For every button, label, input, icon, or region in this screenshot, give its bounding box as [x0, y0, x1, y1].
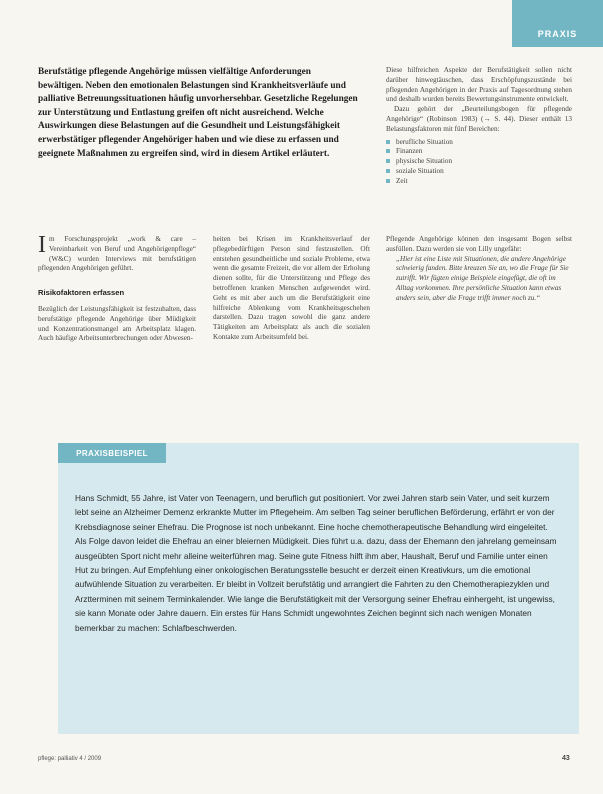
list-item: Zeit	[386, 177, 572, 187]
lead-paragraph: Berufstätige pflegende Angehörige müssen vielfältige Anforderungen bewältigen. Neben den emotionalen Belastungen sind Krankheitsverläufe und palliative Betreuungssituationen häufig unvorhersehbar. Gesetzliche Regelungen zur Unterstützung und Entlastung greifen oft nicht ausreichend. Welche Auswirkungen diese Belastungen auf die Gesundheit und Leistungsfähigkeit erwerbstätiger pflegender Angehöriger haben und wie diese zu erfassen und geeignete Maßnahmen zu ergreifen sind, wird in diesem Artikel erläutert.	[38, 67, 358, 159]
bullet-icon	[386, 169, 390, 173]
paragraph: Diese hilfreichen Aspekte der Berufstätigkeit sollen nicht darüber hinwegtäuschen, dass Erschöpfungszustände bei pflegenden Angehörigen in der Praxis auf Tagesordnung stehen und deshalb wurden bereits Bewertungsinstrumente entwickelt.	[386, 66, 572, 104]
bullet-list	[386, 138, 572, 187]
example-box-text: Hans Schmidt, 55 Jahre, ist Vater von Teenagern, und beruflich gut positioniert. Vor zwei Jahren starb sein Vater, und seit kurzem lebt seine an Alzheimer Demenz erkrankte Mutter im Pflegeheim. Am selben Tag seiner beruflichen Beförderung, erfährt er von der Krebsdiagnose seiner Ehefrau. Die Prognose ist noch unbekannt. Eine hoche chemotherapeutische Behandlung wird eingeleitet. Als Folge davon leidet die Ehefrau an einer bleiernen Müdigkeit. Dies führt u.a. dazu, dass der Ehemann den jahrelang gemeinsam ausgeübten Sport nicht mehr alleine weiterführen mag. Seine gute Fitness hilft ihm aber, Haushalt, Beruf und Familie unter einen Hut zu bringen. Auf Empfehlung einer onkologischen Beratungsstelle besucht er derzeit einen Kreativkurs, um die emotional aufwühlende Situation zu verarbeiten. Er bleibt in Vollzeit berufstätig und arrangiert die Fahrten zu den Chemotherapiezyklen und Arztterminen mit seinem Terminkalender. Wie lange die Berufstätigkeit mit der Versorgung seiner Ehefrau einhergeht, ist ungewiss, sie kann Monate oder Jahre dauern. Ein erstes für Hans Schmidt ungewohntes Zeichen beginnt sich nach wenigen Monaten bemerkbar zu machen: Schlafbeschwerden.	[75, 493, 557, 633]
column-middle	[213, 235, 370, 343]
section-label: PRAXIS	[537, 29, 578, 39]
paragraph: Im Forschungsprojekt „work & care – Vereinbarkeit von Beruf und Angehörigenpflege“ (W&C) wurden Interviews mit berufstätigen pflegenden Angehörigen geführt.	[38, 232, 196, 273]
footer-publication: pflege: palliativ 4 / 2009	[38, 756, 102, 762]
section-heading: Risikofaktoren erfassen	[38, 288, 125, 298]
list-item: soziale Situation	[386, 167, 572, 177]
paragraph: Bezüglich der Leistungsfähigkeit ist festzuhalten, dass berufstätige pflegende Angehörige über Müdigkeit und Konzentrationsmangel am Arbeitsplatz klagen. Auch häufige Arbeitsunterbrechungen oder Abwesen-	[38, 304, 196, 343]
paragraph: Dazu gehört der „Beurteilungsbogen für pflegende Angehörige“ (Robinson 1983) (→ S. 44). Dieser enthält 13 Belastungsfaktoren mit fünf Bereichen:	[386, 105, 572, 133]
list-item: physische Situation	[386, 157, 572, 167]
quote: „Hier ist eine Liste mit Situationen, die andere Angehörige schwierig fanden. Bitte kreuzen Sie an, wo die Frage für Sie zutrifft. Wir fügten einige Beispiele eingefügt, die oft im Alltag vorkommen. Ihre persönliche Situation kann etwas anders sein, aber die Frage trifft immer noch zu.“	[396, 254, 569, 302]
example-box-title: PRAXISBEISPIEL	[58, 443, 166, 463]
column-right-bottom	[386, 235, 572, 304]
bullet-icon	[386, 140, 390, 144]
drop-cap: I	[38, 232, 46, 258]
section-tab	[512, 0, 603, 47]
page-number: 43	[562, 755, 570, 762]
bullet-icon	[386, 179, 390, 183]
column-left	[38, 232, 196, 344]
paragraph: heiten bei Krisen im Krankheitsverlauf der pflegebedürftigen Person sind festzustellen. Oft entstehen gesundheitliche und soziale Probleme, etwa wenn die gesamte Freizeit, die vor allem der Erholung dienen sollte, für die Unterstützung und Pflege des betroffenen kranken Menschen aufgewendet wird. Geht es mit aber auch um die Berufstätigkeit eine hilfreiche Ablenkung vom Krankheitsgeschehen darstellen. Dazu tragen sowohl die ganz andere Tätigkeiten am Arbeitsplatz als auch die sozialen Kontakte zum Arbeitsumfeld bei.	[213, 235, 370, 341]
example-box	[58, 443, 579, 734]
column-right-top	[386, 66, 572, 191]
list-item: berufliche Situation	[386, 138, 572, 148]
paragraph: Pflegende Angehörige können den insgesamt Bogen selbst ausfüllen. Dazu werden sie von Lilly ungefähr:	[386, 235, 572, 253]
bullet-icon	[386, 159, 390, 163]
list-item: Finanzen	[386, 147, 572, 157]
bullet-icon	[386, 149, 390, 153]
